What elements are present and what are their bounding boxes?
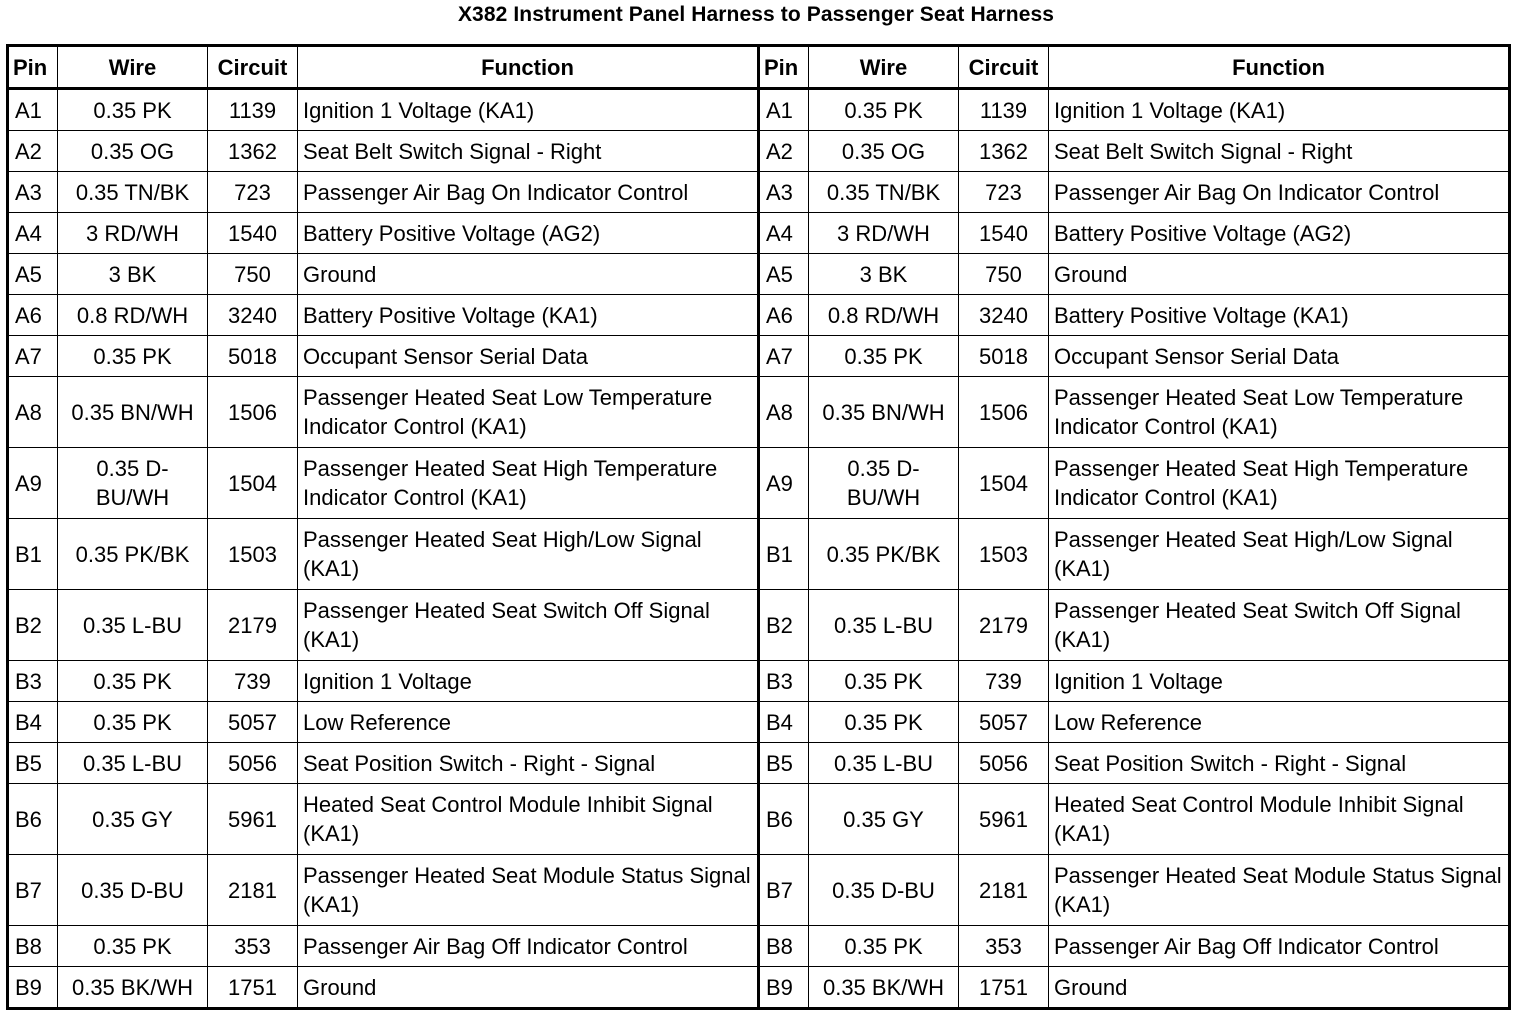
wire-cell-left: 0.35 GY (58, 784, 208, 855)
pin-cell-right: A7 (759, 336, 809, 377)
circuit-cell-left: 750 (208, 254, 298, 295)
table-row (8, 172, 1510, 213)
pin-cell-right: B1 (759, 519, 809, 590)
function-cell-right: Seat Belt Switch Signal - Right (1049, 131, 1510, 172)
circuit-cell-right: 3240 (959, 295, 1049, 336)
circuit-cell-right: 5057 (959, 702, 1049, 743)
table-row (8, 855, 1510, 926)
function-cell-right: Passenger Heated Seat Module Status Signal (KA1) (1049, 855, 1510, 926)
wire-cell-left: 0.35 L-BU (58, 743, 208, 784)
pin-cell-left: A2 (8, 131, 58, 172)
wire-cell-left: 0.35 PK/BK (58, 519, 208, 590)
function-cell-right: Ground (1049, 254, 1510, 295)
pin-cell-right: A1 (759, 89, 809, 131)
wire-cell-right: 0.35 OG (809, 131, 959, 172)
wire-cell-left: 3 BK (58, 254, 208, 295)
pin-cell-left: A1 (8, 89, 58, 131)
circuit-cell-right: 5056 (959, 743, 1049, 784)
circuit-cell-left: 5057 (208, 702, 298, 743)
function-cell-right: Passenger Heated Seat Low Temperature Indicator Control (KA1) (1049, 377, 1510, 448)
header-pin-left: Pin (8, 46, 58, 89)
wire-cell-right: 0.35 TN/BK (809, 172, 959, 213)
function-cell-left: Battery Positive Voltage (AG2) (298, 213, 759, 254)
table-row (8, 254, 1510, 295)
wire-cell-right: 0.35 L-BU (809, 590, 959, 661)
function-cell-left: Passenger Heated Seat Switch Off Signal (KA1) (298, 590, 759, 661)
wire-cell-right: 0.8 RD/WH (809, 295, 959, 336)
circuit-cell-right: 5018 (959, 336, 1049, 377)
circuit-cell-left: 5056 (208, 743, 298, 784)
pin-cell-right: A9 (759, 448, 809, 519)
function-cell-left: Passenger Air Bag On Indicator Control (298, 172, 759, 213)
wire-cell-left: 0.35 D-BU (58, 855, 208, 926)
circuit-cell-right: 1540 (959, 213, 1049, 254)
function-cell-left: Passenger Heated Seat Low Temperature Indicator Control (KA1) (298, 377, 759, 448)
pin-cell-right: A6 (759, 295, 809, 336)
circuit-cell-right: 1139 (959, 89, 1049, 131)
wire-cell-left: 0.35 TN/BK (58, 172, 208, 213)
circuit-cell-left: 1503 (208, 519, 298, 590)
circuit-cell-left: 353 (208, 926, 298, 967)
connector-table (6, 44, 1511, 1010)
table-row (8, 213, 1510, 254)
circuit-cell-right: 1362 (959, 131, 1049, 172)
wire-cell-right: 0.35 PK (809, 926, 959, 967)
circuit-cell-left: 5961 (208, 784, 298, 855)
function-cell-left: Seat Belt Switch Signal - Right (298, 131, 759, 172)
circuit-cell-right: 723 (959, 172, 1049, 213)
circuit-cell-left: 1504 (208, 448, 298, 519)
wire-cell-left: 0.35 L-BU (58, 590, 208, 661)
pin-cell-left: B6 (8, 784, 58, 855)
function-cell-left: Heated Seat Control Module Inhibit Signal (KA1) (298, 784, 759, 855)
function-cell-left: Seat Position Switch - Right - Signal (298, 743, 759, 784)
table-body (8, 89, 1510, 1009)
page-title: X382 Instrument Panel Harness to Passenger Seat Harness (457, 3, 1055, 26)
wire-cell-right: 3 RD/WH (809, 213, 959, 254)
function-cell-right: Passenger Heated Seat High/Low Signal (KA1) (1049, 519, 1510, 590)
pin-cell-right: B7 (759, 855, 809, 926)
wire-cell-right: 0.35 PK (809, 661, 959, 702)
pin-cell-right: B4 (759, 702, 809, 743)
circuit-cell-left: 2181 (208, 855, 298, 926)
pin-cell-left: B8 (8, 926, 58, 967)
wire-cell-right: 0.35 PK (809, 702, 959, 743)
wire-cell-right: 0.35 GY (809, 784, 959, 855)
circuit-cell-left: 1362 (208, 131, 298, 172)
function-cell-right: Passenger Air Bag Off Indicator Control (1049, 926, 1510, 967)
circuit-cell-right: 1503 (959, 519, 1049, 590)
function-cell-left: Ground (298, 254, 759, 295)
pin-cell-left: B4 (8, 702, 58, 743)
header-row (8, 46, 1510, 89)
table-row (8, 131, 1510, 172)
pin-cell-right: B3 (759, 661, 809, 702)
circuit-cell-left: 2179 (208, 590, 298, 661)
circuit-cell-right: 750 (959, 254, 1049, 295)
table-row (8, 295, 1510, 336)
table-row (8, 377, 1510, 448)
wire-cell-right: 0.35 L-BU (809, 743, 959, 784)
table-row (8, 661, 1510, 702)
pin-cell-right: A4 (759, 213, 809, 254)
table-row (8, 336, 1510, 377)
circuit-cell-left: 5018 (208, 336, 298, 377)
function-cell-right: Ignition 1 Voltage (1049, 661, 1510, 702)
function-cell-right: Occupant Sensor Serial Data (1049, 336, 1510, 377)
table-row (8, 89, 1510, 131)
circuit-cell-right: 353 (959, 926, 1049, 967)
circuit-cell-right: 1751 (959, 967, 1049, 1009)
table-row (8, 967, 1510, 1009)
header-function-left: Function (298, 46, 759, 89)
wire-cell-left: 0.35 D-BU/WH (58, 448, 208, 519)
function-cell-left: Passenger Air Bag Off Indicator Control (298, 926, 759, 967)
function-cell-left: Ignition 1 Voltage (KA1) (298, 89, 759, 131)
pin-cell-left: B7 (8, 855, 58, 926)
table-row (8, 926, 1510, 967)
pin-cell-right: A5 (759, 254, 809, 295)
wire-cell-right: 0.35 D-BU (809, 855, 959, 926)
circuit-cell-left: 1751 (208, 967, 298, 1009)
circuit-cell-right: 5961 (959, 784, 1049, 855)
wire-cell-left: 0.35 PK (58, 661, 208, 702)
circuit-cell-left: 723 (208, 172, 298, 213)
wire-cell-right: 0.35 PK (809, 336, 959, 377)
pin-cell-right: B5 (759, 743, 809, 784)
wire-cell-left: 0.35 PK (58, 926, 208, 967)
circuit-cell-right: 1504 (959, 448, 1049, 519)
function-cell-left: Ground (298, 967, 759, 1009)
function-cell-left: Low Reference (298, 702, 759, 743)
function-cell-left: Passenger Heated Seat High/Low Signal (KA1) (298, 519, 759, 590)
circuit-cell-left: 1139 (208, 89, 298, 131)
pin-cell-left: A3 (8, 172, 58, 213)
function-cell-left: Passenger Heated Seat High Temperature Indicator Control (KA1) (298, 448, 759, 519)
wire-cell-left: 0.35 PK (58, 702, 208, 743)
pin-cell-right: A3 (759, 172, 809, 213)
pin-cell-right: B9 (759, 967, 809, 1009)
pin-cell-right: B6 (759, 784, 809, 855)
pin-cell-left: B2 (8, 590, 58, 661)
header-pin-right: Pin (759, 46, 809, 89)
wire-cell-right: 0.35 BK/WH (809, 967, 959, 1009)
wire-cell-left: 0.35 BN/WH (58, 377, 208, 448)
pin-cell-left: A7 (8, 336, 58, 377)
table-row (8, 519, 1510, 590)
function-cell-right: Passenger Heated Seat High Temperature Indicator Control (KA1) (1049, 448, 1510, 519)
function-cell-right: Passenger Air Bag On Indicator Control (1049, 172, 1510, 213)
header-circuit-right: Circuit (959, 46, 1049, 89)
circuit-cell-right: 2181 (959, 855, 1049, 926)
circuit-cell-left: 1540 (208, 213, 298, 254)
pin-cell-left: A4 (8, 213, 58, 254)
circuit-cell-right: 2179 (959, 590, 1049, 661)
function-cell-right: Battery Positive Voltage (AG2) (1049, 213, 1510, 254)
pin-cell-left: B1 (8, 519, 58, 590)
table-row (8, 784, 1510, 855)
wire-cell-right: 3 BK (809, 254, 959, 295)
pin-cell-left: A8 (8, 377, 58, 448)
circuit-cell-left: 3240 (208, 295, 298, 336)
header-function-right: Function (1049, 46, 1510, 89)
wire-cell-left: 0.35 OG (58, 131, 208, 172)
header-circuit-left: Circuit (208, 46, 298, 89)
pin-cell-left: A9 (8, 448, 58, 519)
function-cell-right: Heated Seat Control Module Inhibit Signal (KA1) (1049, 784, 1510, 855)
pin-cell-right: B2 (759, 590, 809, 661)
wire-cell-left: 0.35 PK (58, 336, 208, 377)
function-cell-left: Ignition 1 Voltage (298, 661, 759, 702)
function-cell-right: Low Reference (1049, 702, 1510, 743)
circuit-cell-left: 1506 (208, 377, 298, 448)
pin-cell-right: A8 (759, 377, 809, 448)
pin-cell-left: B5 (8, 743, 58, 784)
pin-cell-left: A6 (8, 295, 58, 336)
pin-cell-right: B8 (759, 926, 809, 967)
wire-cell-right: 0.35 PK (809, 89, 959, 131)
circuit-cell-right: 1506 (959, 377, 1049, 448)
pin-cell-left: B3 (8, 661, 58, 702)
circuit-cell-left: 739 (208, 661, 298, 702)
table-row (8, 448, 1510, 519)
circuit-cell-right: 739 (959, 661, 1049, 702)
wire-cell-right: 0.35 PK/BK (809, 519, 959, 590)
header-wire-right: Wire (809, 46, 959, 89)
table-row (8, 743, 1510, 784)
wire-cell-right: 0.35 BN/WH (809, 377, 959, 448)
wire-cell-left: 3 RD/WH (58, 213, 208, 254)
function-cell-left: Passenger Heated Seat Module Status Signal (KA1) (298, 855, 759, 926)
function-cell-right: Seat Position Switch - Right - Signal (1049, 743, 1510, 784)
table-row (8, 702, 1510, 743)
pin-cell-right: A2 (759, 131, 809, 172)
function-cell-right: Ground (1049, 967, 1510, 1009)
wire-cell-left: 0.35 BK/WH (58, 967, 208, 1009)
function-cell-left: Battery Positive Voltage (KA1) (298, 295, 759, 336)
wire-cell-right: 0.35 D-BU/WH (809, 448, 959, 519)
pin-cell-left: B9 (8, 967, 58, 1009)
wire-cell-left: 0.35 PK (58, 89, 208, 131)
wire-cell-left: 0.8 RD/WH (58, 295, 208, 336)
function-cell-left: Occupant Sensor Serial Data (298, 336, 759, 377)
function-cell-right: Passenger Heated Seat Switch Off Signal (KA1) (1049, 590, 1510, 661)
function-cell-right: Battery Positive Voltage (KA1) (1049, 295, 1510, 336)
function-cell-right: Ignition 1 Voltage (KA1) (1049, 89, 1510, 131)
table-row (8, 590, 1510, 661)
pin-cell-left: A5 (8, 254, 58, 295)
header-wire-left: Wire (58, 46, 208, 89)
